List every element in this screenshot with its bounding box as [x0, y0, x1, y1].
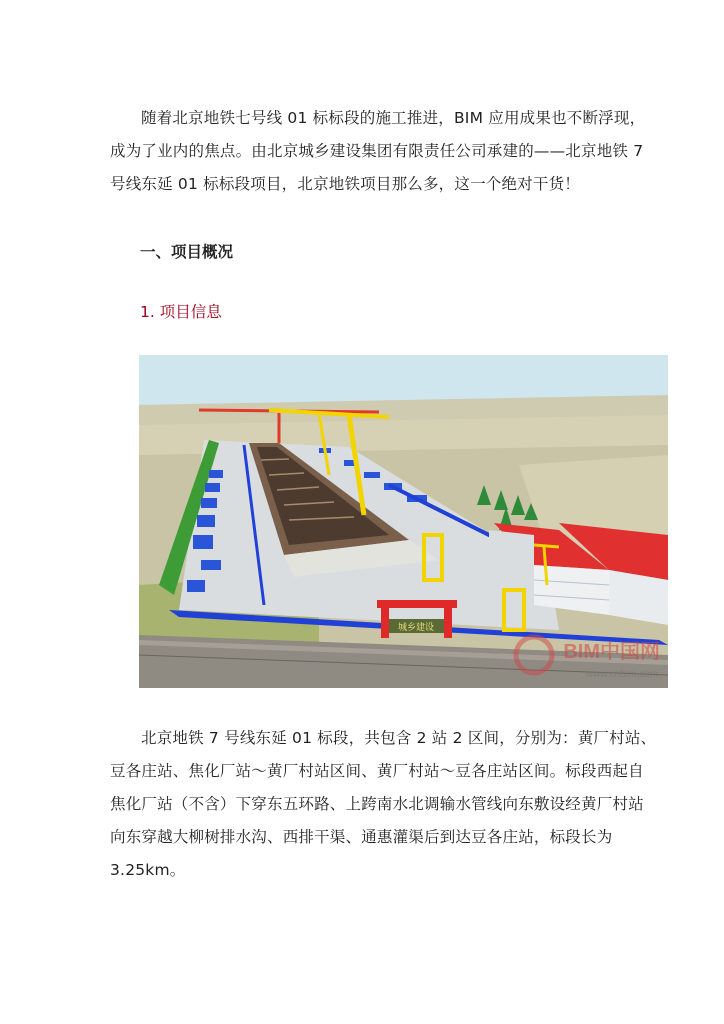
body-line: 3.25km。	[110, 861, 186, 879]
section-heading: 一、项目概况	[140, 243, 234, 261]
body-line: 北京地铁 7 号线东延 01 标段，共包含 2 站 2 区间，分别为：黄厂村站、	[141, 729, 657, 747]
body-line: 豆各庄站、焦化厂站～黄厂村站区间、黄厂村站～豆各庄站区间。标段西起自	[110, 762, 644, 780]
intro-paragraph	[110, 102, 646, 201]
body-line: 焦化厂站（不含）下穿东五环路、上跨南水北调输水管线向东敷设经黄厂村站	[110, 795, 644, 813]
watermark-url: www.cnbim.com	[585, 669, 658, 680]
intro-line: 随着北京地铁七号线 01 标标段的施工推进，BIM 应用成果也不断浮现，	[141, 109, 646, 127]
gate-sign-text: 城乡建设	[397, 623, 435, 633]
body-paragraph	[110, 722, 657, 887]
body-line: 向东穿越大柳树排水沟、西排干渠、通惠灌渠后到达豆各庄站，标段长为	[110, 828, 613, 846]
watermark-text: BIM中国网	[563, 641, 660, 663]
project-rendering-image	[139, 355, 668, 688]
intro-line: 号线东延 01 标标段项目，北京地铁项目那么多，这一个绝对干货！	[110, 175, 580, 193]
section-subheading: 1. 项目信息	[140, 303, 222, 321]
intro-line: 成为了业内的焦点。由北京城乡建设集团有限责任公司承建的——北京地铁 7	[110, 142, 644, 160]
